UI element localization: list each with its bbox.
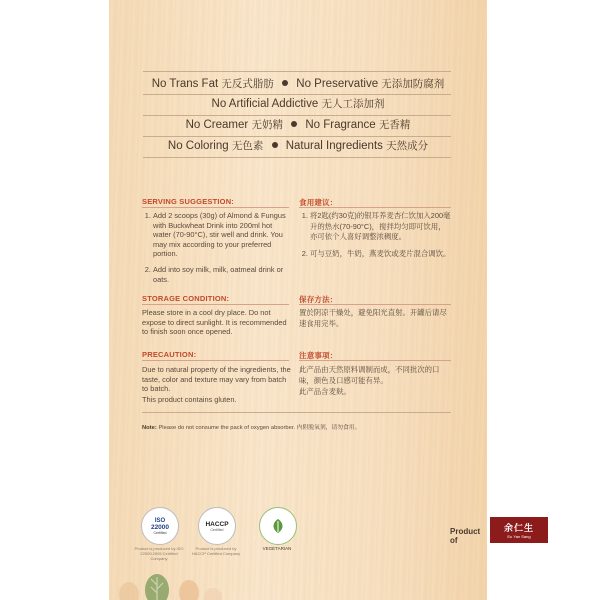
storage-title-en: STORAGE CONDITION: xyxy=(142,294,230,303)
serving-rule-zh xyxy=(299,207,451,208)
list-item: 1. Add 2 scoops (30g) of Almond & Fungus with Buckwheat Drink into 200ml hot water (70-90°C), stir well and drink. You may mix according to your preferred portion. xyxy=(153,211,292,259)
iso-22000-badge xyxy=(141,507,179,545)
precaution-rule-zh xyxy=(299,360,451,361)
serving-title-zh: 食用建议： xyxy=(299,198,338,207)
claim-zh: 无添加防腐剂 xyxy=(381,78,445,90)
serving-rule-en xyxy=(142,207,289,208)
storage-title-zh: 保存方法： xyxy=(299,295,338,304)
iso-line1: ISO xyxy=(154,517,166,524)
claim-en: No Creamer xyxy=(185,119,249,131)
storage-rule-zh xyxy=(299,304,451,305)
eu-yan-sang-logo xyxy=(490,517,548,543)
claim-line-3 xyxy=(109,120,487,132)
leaf-icon xyxy=(269,517,287,535)
precaution-text-zh: 此产品由天然原料调制而成，不同批次的口味，颜色及口感可能有异。 xyxy=(299,365,440,385)
storage-text-en: Please store in a cool dry place. Do not expose to direct sunlight. It is recommended to finish soon once opened. xyxy=(142,308,287,337)
storage-text-zh: 置於阴凉干燥处，避免阳光直射。开罐后请尽速食用完毕。 xyxy=(299,308,447,328)
claim-zh: 无香精 xyxy=(378,119,411,131)
list-item: 2. 可与豆奶，牛奶，燕麦饮或麦片混合调饮。 xyxy=(310,249,451,260)
haccp-line1: HACCP xyxy=(205,520,229,528)
bullet-icon xyxy=(282,80,288,86)
claim-en: No Artificial Addictive xyxy=(211,98,319,110)
precaution-text-en: Due to natural property of the ingredients, the taste, color and texture may vary from batch to batch. xyxy=(142,365,291,394)
haccp-badge xyxy=(198,507,236,545)
precaution-rule-en xyxy=(142,360,289,361)
precaution-gluten-zh: 此产品含麦麸。 xyxy=(299,387,351,396)
logo-en: Eu Yan Sang xyxy=(507,534,531,539)
claim-en: Natural Ingredients xyxy=(285,140,383,152)
bullet-icon xyxy=(291,121,297,127)
serving-steps-zh xyxy=(299,211,451,265)
iso-line3: Certified xyxy=(153,530,167,535)
claims-bottom-rule xyxy=(143,157,451,158)
serving-steps-en xyxy=(142,211,292,290)
seed-icon xyxy=(179,580,199,600)
haccp-line2: Certified xyxy=(210,527,224,532)
precaution-gluten-en: This product contains gluten. xyxy=(142,395,237,404)
precaution-title-en: PRECAUTION: xyxy=(142,350,197,359)
list-item: 2. Add into soy milk, milk, oatmeal drink or oats. xyxy=(153,265,292,284)
product-of-label: Product of xyxy=(450,527,481,545)
claim-line-2 xyxy=(109,99,487,111)
product-label xyxy=(109,0,534,600)
claim-en: No Fragrance xyxy=(305,119,376,131)
claims-rule xyxy=(143,115,451,116)
iso-caption: Product is produced by ISO 22000:2005 Certified Company xyxy=(134,546,184,561)
claim-zh: 无奶精 xyxy=(251,119,283,131)
claims-rule xyxy=(143,94,451,95)
vegetarian-badge xyxy=(259,507,297,545)
claim-zh: 无反式脂肪 xyxy=(221,78,274,90)
claim-en: No Coloring xyxy=(167,140,229,152)
claim-zh: 天然成分 xyxy=(386,140,429,152)
seed-icon xyxy=(119,582,139,600)
note-rule xyxy=(142,412,451,413)
claim-en: No Preservative xyxy=(296,78,379,90)
bullet-icon xyxy=(272,142,278,148)
claim-zh: 无人工添加剂 xyxy=(321,98,385,110)
logo-zh: 余仁生 xyxy=(503,523,534,533)
serving-title-en: SERVING SUGGESTION: xyxy=(142,197,235,206)
precaution-title-zh: 注意事项： xyxy=(299,351,338,360)
seed-icon xyxy=(204,588,222,600)
vegetarian-caption: VEGETARIAN xyxy=(262,546,292,551)
claim-line-1 xyxy=(109,79,487,91)
note-label: Note: xyxy=(142,425,157,431)
claim-en: No Trans Fat xyxy=(151,78,219,90)
iso-line2: 22000 xyxy=(150,523,170,531)
claim-zh: 无色素 xyxy=(231,140,264,152)
claim-line-4 xyxy=(109,141,487,153)
claims-top-rule xyxy=(143,71,451,72)
claims-rule xyxy=(143,136,451,137)
list-item: 1. 将2匙(约30克)的银耳养麦杏仁饮加入200毫升的热水(70-90°C)，搅拌均匀即可饮用，亦可依个人喜好调整浓稠度。 xyxy=(310,211,451,243)
haccp-caption: Product is produced by HACCP Certified Company xyxy=(191,546,241,556)
storage-rule-en xyxy=(142,304,289,305)
note-text: Please do not consume the pack of oxygen absorber. 内附脱氧剂，请勿食用。 xyxy=(158,425,361,431)
oxygen-absorber-note xyxy=(142,422,360,431)
